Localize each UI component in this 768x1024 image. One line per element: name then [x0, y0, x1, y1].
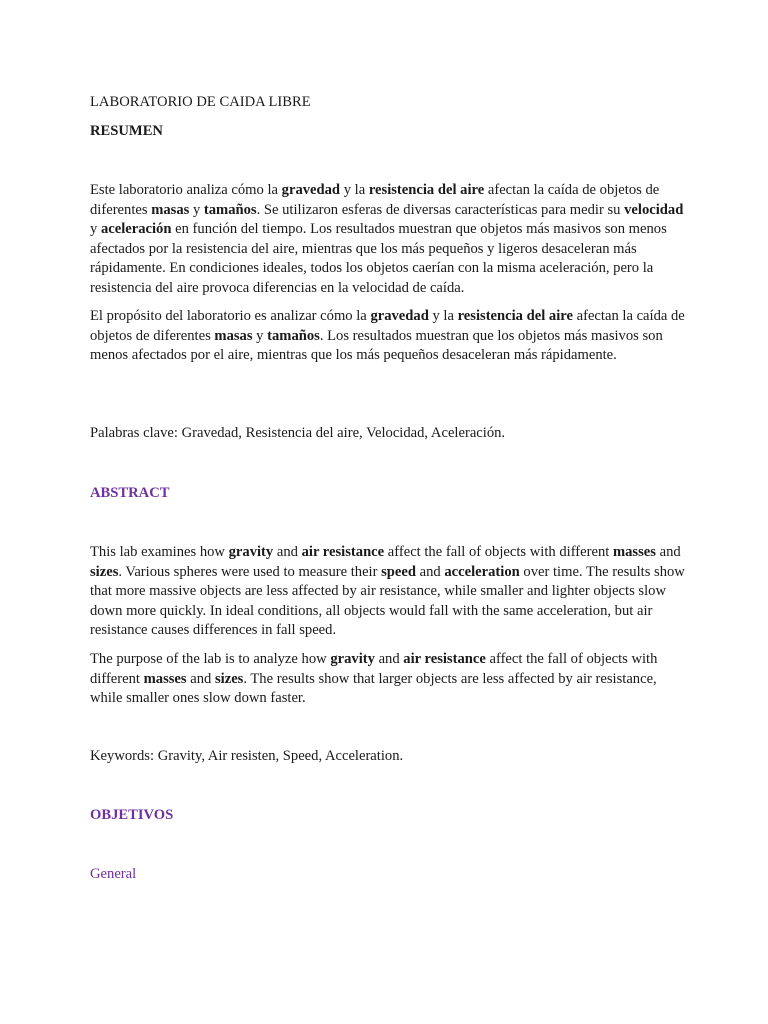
objetivos-heading: OBJETIVOS [90, 807, 174, 823]
abstract-heading: ABSTRACT [90, 485, 170, 501]
general-heading: General [90, 866, 137, 882]
abstract-paragraph-1: This lab examines how gravity and air resistance affect the fall of objects with different masses and sizes. Various spheres were used to measure their speed and acceleration over time. The results show that more massive objects are less affected by air resistance, while smaller and lighter objects slow down more quickly. In ideal conditions, all objects would fall with the same acceleration, but air resistance causes differences in fall speed. [90, 544, 685, 638]
keywords: Keywords: Gravity, Air resisten, Speed, Acceleration. [90, 748, 404, 764]
resumen-paragraph-1: Este laboratorio analiza cómo la gravedad y la resistencia del aire afectan la caída de objetos de diferentes masas y tamaños. Se utilizaron esferas de diversas características para medir su velocidad y aceleración en función del tiempo. Los resultados muestran que objetos más masivos son menos afectados por la resistencia del aire, mientras que los más pequeños y ligeros desaceleran más rápidamente. En condiciones ideales, todos los objetos caerían con la misma aceleración, pero la resistencia del aire provoca diferencias en la velocidad de caída. [90, 182, 684, 296]
abstract-paragraph-2: The purpose of the lab is to analyze how gravity and air resistance affect the fall of objects with different masses and sizes. The results show that larger objects are less affected by air resistance, while smaller ones slow down faster. [90, 651, 658, 706]
palabras-clave: Palabras clave: Gravedad, Resistencia del aire, Velocidad, Aceleración. [90, 425, 506, 441]
document-title: LABORATORIO DE CAIDA LIBRE [90, 94, 311, 110]
resumen-heading: RESUMEN [90, 123, 163, 139]
resumen-paragraph-2: El propósito del laboratorio es analizar cómo la gravedad y la resistencia del aire afectan la caída de objetos de diferentes masas y tamaños. Los resultados muestran que los objetos más masivos son menos afectados por el aire, mientras que los más pequeños desaceleran más rápidamente. [90, 308, 685, 363]
